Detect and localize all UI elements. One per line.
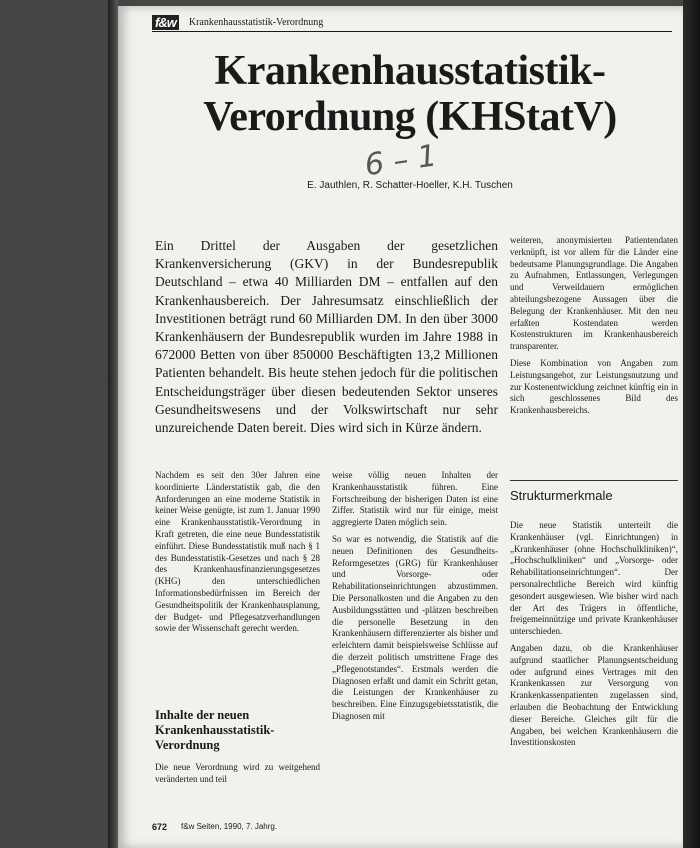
column-1-paragraph-2: Die neue Verordnung wird zu weitgehend veränderten und teil [155, 762, 320, 784]
title-line-1: Krankenhausstatistik- [214, 48, 606, 94]
page-edge [683, 0, 700, 848]
column-2-paragraph-2: So war es notwendig, die Statistik auf die neuen Definitionen des Gesundheits-Reformgesetzes (GRG) für Krankenhäuser und Vorsorge- oder Rehabilitationseinrichtungen abzustimmen. Die Personalkosten und die Angaben zu den Ausbildungsstätten und -plätzen beschreiben die personelle Besetzung in den Krankenhäusern differenzierter als bisher und erleichtern damit beispielsweise Schlüsse auf die derzeit politisch umstrittene Frage des „Pflegenotstandes“. Erstmals werden die Diagnosen erfaßt und damit ein Schritt getan, die Leistungen der Krankenhäuser zu beschreiben. Eine Einzugsgebietsstatistik, die Diagnosen mit [332, 533, 498, 721]
lead-paragraph: Ein Drittel der Ausgaben der gesetzlichen Krankenversicherung (GKV) in der Bundesrepublik Deutschland – etwa 40 Milliarden DM – entfallen auf den Krankenhausbereich. Der Jahresumsatz einschließlich der Investitionen beträgt rund 60 Milliarden DM. In den über 3000 Krankenhäusern der Bundesrepublik wurden im Jahre 1988 in 672000 Betten von über 850000 Beschäftigten 13,2 Millionen Patienten behandelt. Bis heute stehen jedoch für die politischen Entscheidungsträger über diesen bedeutenden Sektor unseres Gesundheitswesens und der Volkswirtschaft nur sehr unzureichende Daten bereit. Dies wird sich in Kürze ändern. [155, 238, 498, 436]
section-rule [510, 480, 678, 481]
column-3-paragraph-3: Die neue Statistik unterteilt die Krankenhäuser (vgl. Einrichtungen) in „Krankenhäuser (ohne Hochschulkliniken)“, „Hochschulkliniken“ und „Vorsorge- oder Rehabilitationseinrichtungen“. Der personalrechtliche Bereich wird künftig gesondert ausgewiesen. Wie bisher wird nach der Art des Trägers in öffentliche, freigemeinnützige und private Krankenhäuser unterschieden. [510, 520, 678, 637]
title-line-2: Verordnung (KHStatV) [203, 94, 617, 140]
column-1 [155, 470, 320, 640]
section-heading-inhalte: Inhalte der neuen Krankenhausstatistik-Verordnung [155, 708, 275, 752]
column-3-top [510, 235, 678, 422]
page-number: 672 [152, 822, 168, 832]
binding-shadow [108, 0, 118, 848]
column-3-paragraph-2: Diese Kombination von Angaben zum Leistungsangebot, zur Leistungsnutzung und zur Kostenentwicklung zeichnet künftig ein in sich geschlossenes Bild des Krankenhausbereichs. [510, 357, 678, 416]
column-3-paragraph-4: Angaben dazu, ob die Krankenhäuser aufgrund staatlicher Planungsentscheidung oder aufgrund eines Vertrages mit den Krankenkassen zur Versorgung von Krankenkassenpatienten zugelassen sind, erlauben die Beobachtung der Entwicklung dieser Bereiche. Gleiches gilt für die Angaben, bei welchen Krankenhäusern die Investitionskosten [510, 642, 678, 748]
article-authors: E. Jauthlen, R. Schatter-Hoeller, K.H. Tuschen [307, 180, 513, 191]
column-3-paragraph-1: weiteren, anonymisierten Patientendaten verknüpft, ist vor allem für die Länder eine bedeutsame Planungsgrundlage. Die Angaben zu Aufnahmen, Entlassungen, Verlegungen und Verweildauern ermöglichen abteilungsbezogene Aussagen über die Belegung der Krankenhäuser. Mit den neu erfaßten Kostendaten werden Kostenstrukturen im Krankenhausbereich transparenter. [510, 235, 678, 352]
column-2-paragraph-1: weise völlig neuen Inhalten der Krankenhausstatistik führen. Eine Fortschreibung der bisherigen Daten ist eine Ziffer. Statistik wird nur für einige, meist aggregierte Daten möglich sein. [332, 470, 498, 528]
section-heading-strukturmerkmale: Strukturmerkmale [510, 488, 613, 503]
column-1-paragraph-1: Nachdem es seit den 30er Jahren eine koordinierte Länderstatistik gab, die den Anforderungen an eine moderne Statistik in keiner Weise genügte, ist zum 1. Januar 1990 eine Krankenhausstatistik-Verordnung in Kraft getreten, die eine neue Bundesstatistik einführt. Diese Bundesstatistik muß nach § 1 des Bundesstatistik-Gesetzes und nach § 28 des Krankenhausfinanzierungsgesetzes (KHG) den unterschiedlichen Informationsbedürfnissen im Bereich der Gesundheitspolitik der Krankenhausplanung, der Budget- und Pflegesatzverhandlungen sowie der Wissenschaft gerecht werden. [155, 470, 320, 634]
column-1-continued [155, 762, 320, 791]
running-head-text: Krankenhausstatistik-Verordnung [188, 16, 324, 28]
page-footer [152, 822, 372, 832]
running-head [152, 13, 672, 32]
handwritten-note: 6 – 1 [362, 138, 440, 184]
column-3-bottom [510, 520, 678, 754]
article-title [150, 48, 670, 140]
footer-source: f&w Seiten, 1990, 7. Jahrg. [181, 822, 278, 831]
column-2 [332, 470, 498, 728]
journal-logo: f&w [152, 15, 179, 30]
